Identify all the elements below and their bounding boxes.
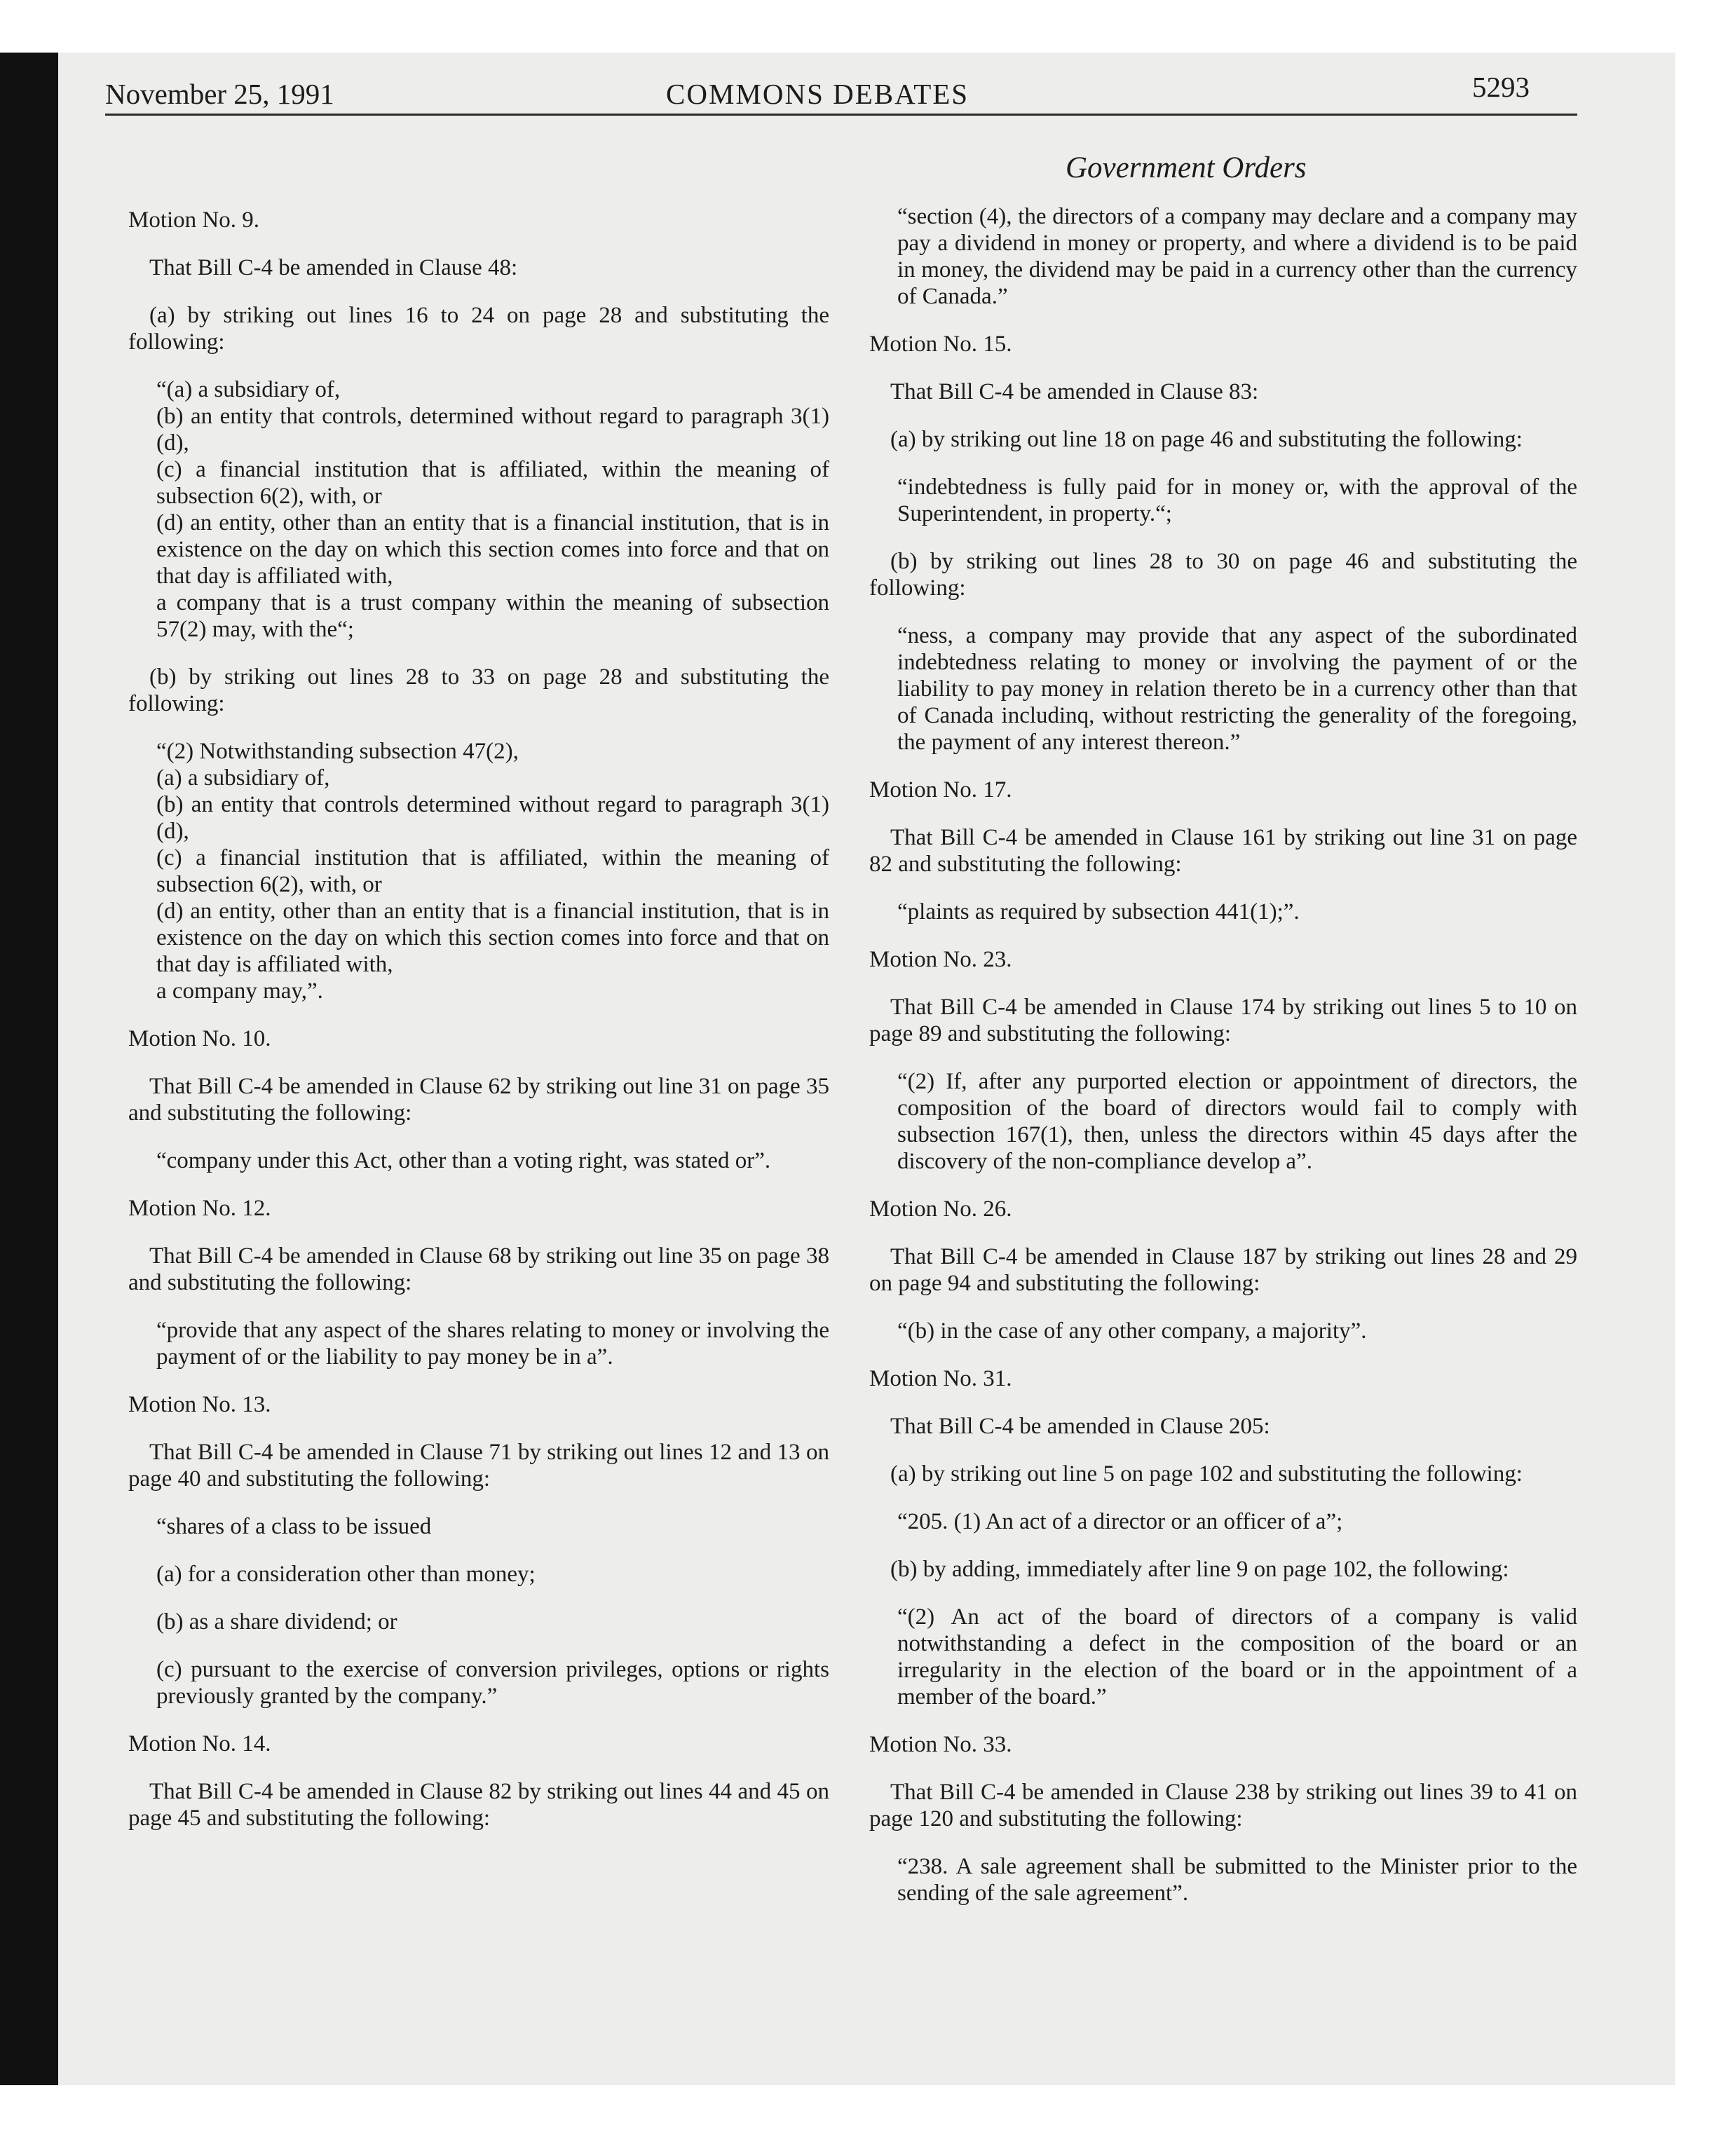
motion-title: Motion No. 26.	[869, 1196, 1012, 1222]
quoted-text: “(2) If, after any purported election or appointment of directors, the composition of the board of directors would fail to comply with subsection 167(1), then, unless the directors within 45 days after the discovery of the non-compliance develop a”.	[897, 1069, 1577, 1174]
quoted-text	[128, 738, 829, 1004]
quoted-text: “(2) An act of the board of directors of a company is valid notwithstanding a defect in the composition of the board or an irregularity in the election of the board or in the appointment of a member of the board.”	[897, 1604, 1577, 1710]
quoted-text: “shares of a class to be issued	[156, 1514, 432, 1539]
left-column	[128, 207, 829, 1831]
motion-title: Motion No. 14.	[128, 1731, 271, 1756]
quote-line: (c) a financial institution that is affiliated, within the meaning of subsection 6(2), with, or	[156, 845, 829, 897]
amendment-part: (b) by striking out lines 28 to 33 on page 28 and substituting the following:	[128, 664, 829, 716]
quoted-text: “ness, a company may provide that any aspect of the subordinated indebtedness relating to money or involving the payment of or the liability to pay money in relation thereto be in a currency other than that of Canada includinq, without restricting the generality of the foregoing, the payment of any interest thereon.”	[897, 623, 1577, 755]
quoted-text: “company under this Act, other than a voting right, was stated or”.	[156, 1148, 771, 1173]
quote-line: (c) a financial institution that is affiliated, within the meaning of subsection 6(2), with, or	[156, 457, 829, 509]
quoted-text: “205. (1) An act of a director or an officer of a”;	[897, 1509, 1343, 1534]
scan-edge	[0, 53, 58, 2085]
amendment-part: (a) by striking out line 18 on page 46 and substituting the following:	[890, 427, 1523, 452]
motion-title: Motion No. 9.	[128, 207, 260, 233]
motion-title: Motion No. 10.	[128, 1026, 271, 1051]
motion-intro: That Bill C-4 be amended in Clause 71 by striking out lines 12 and 13 on page 40 and substituting the following:	[128, 1440, 829, 1492]
quoted-text: “indebtedness is fully paid for in money or, with the approval of the Superintendent, in property.“;	[897, 475, 1577, 526]
motion-intro: That Bill C-4 be amended in Clause 82 by striking out lines 44 and 45 on page 45 and substituting the following:	[128, 1779, 829, 1831]
motion-title: Motion No. 15.	[869, 332, 1012, 357]
motion-title: Motion No. 33.	[869, 1732, 1012, 1757]
header-date: November 25, 1991	[105, 78, 334, 110]
motion-intro: That Bill C-4 be amended in Clause 48:	[149, 255, 518, 280]
quoted-text: (a) for a consideration other than money;	[156, 1562, 536, 1587]
motion-title: Motion No. 31.	[869, 1366, 1012, 1391]
motion-intro: That Bill C-4 be amended in Clause 68 by striking out line 35 on page 38 and substituting the following:	[128, 1243, 829, 1295]
quote-line: (d) an entity, other than an entity that is a financial institution, that is in existence on the day on which this section comes into force and that on that day is affiliated with,	[156, 510, 829, 589]
motion-intro: That Bill C-4 be amended in Clause 174 by striking out lines 5 to 10 on page 89 and substituting the following:	[869, 995, 1577, 1046]
motion-title: Motion No. 13.	[128, 1392, 271, 1417]
quoted-text: (c) pursuant to the exercise of conversion privileges, options or rights previously granted by the company.”	[156, 1657, 829, 1709]
motion-title: Motion No. 23.	[869, 947, 1012, 972]
quote-line: “(2) Notwithstanding subsection 47(2),	[156, 739, 519, 764]
motion-intro: That Bill C-4 be amended in Clause 238 by striking out lines 39 to 41 on page 120 and substituting the following:	[869, 1780, 1577, 1831]
motion-title: Motion No. 12.	[128, 1196, 271, 1221]
header-title: COMMONS DEBATES	[666, 78, 969, 110]
quote-line: a company that is a trust company within the meaning of subsection 57(2) may, with the“;	[156, 590, 829, 642]
quote-line: (b) an entity that controls, determined without regard to paragraph 3(1)(d),	[156, 404, 829, 456]
motion-intro: That Bill C-4 be amended in Clause 205:	[890, 1414, 1270, 1439]
amendment-part: (a) by striking out line 5 on page 102 and substituting the following:	[890, 1461, 1523, 1487]
motion-title: Motion No. 17.	[869, 777, 1012, 803]
motion-intro: That Bill C-4 be amended in Clause 83:	[890, 379, 1259, 404]
quote-line: (a) a subsidiary of,	[156, 765, 330, 791]
section-title: Government Orders	[1066, 151, 1307, 184]
motion-intro: That Bill C-4 be amended in Clause 161 by striking out line 31 on page 82 and substituting the following:	[869, 825, 1577, 877]
quote-line: (b) an entity that controls determined without regard to paragraph 3(1)(d),	[156, 792, 829, 844]
quoted-text: (b) as a share dividend; or	[156, 1609, 397, 1635]
quoted-text	[128, 376, 829, 643]
quote-line: (d) an entity, other than an entity that is a financial institution, that is in existence on the day on which this section comes into force and that on that day is affiliated with,	[156, 899, 829, 977]
quoted-text: “provide that any aspect of the shares relating to money or involving the payment of or the liability to pay money be in a”.	[156, 1318, 829, 1370]
quote-line: a company may,”.	[156, 978, 323, 1004]
quoted-text: “238. A sale agreement shall be submitted to the Minister prior to the sending of the sale agreement”.	[897, 1854, 1577, 1906]
amendment-part: (a) by striking out lines 16 to 24 on page 28 and substituting the following:	[128, 303, 829, 355]
amendment-part: (b) by striking out lines 28 to 30 on page 46 and substituting the following:	[869, 549, 1577, 601]
motion-intro: That Bill C-4 be amended in Clause 187 by striking out lines 28 and 29 on page 94 and substituting the following:	[869, 1244, 1577, 1296]
quoted-text: “plaints as required by subsection 441(1);”.	[897, 899, 1300, 925]
amendment-part: (b) by adding, immediately after line 9 on page 102, the following:	[890, 1557, 1509, 1582]
motion-intro: That Bill C-4 be amended in Clause 62 by striking out line 31 on page 35 and substituting the following:	[128, 1074, 829, 1126]
header-rule	[105, 114, 1577, 116]
page-number: 5293	[1472, 71, 1530, 103]
quote-line: “(a) a subsidiary of,	[156, 377, 341, 402]
quoted-text: “(b) in the case of any other company, a majority”.	[897, 1318, 1367, 1344]
quoted-text: “section (4), the directors of a company may declare and a company may pay a dividend in money or property, and where a dividend is to be paid in money, the dividend may be paid in a currency other than the currency of Canada.”	[897, 204, 1577, 309]
right-column	[869, 203, 1577, 1906]
